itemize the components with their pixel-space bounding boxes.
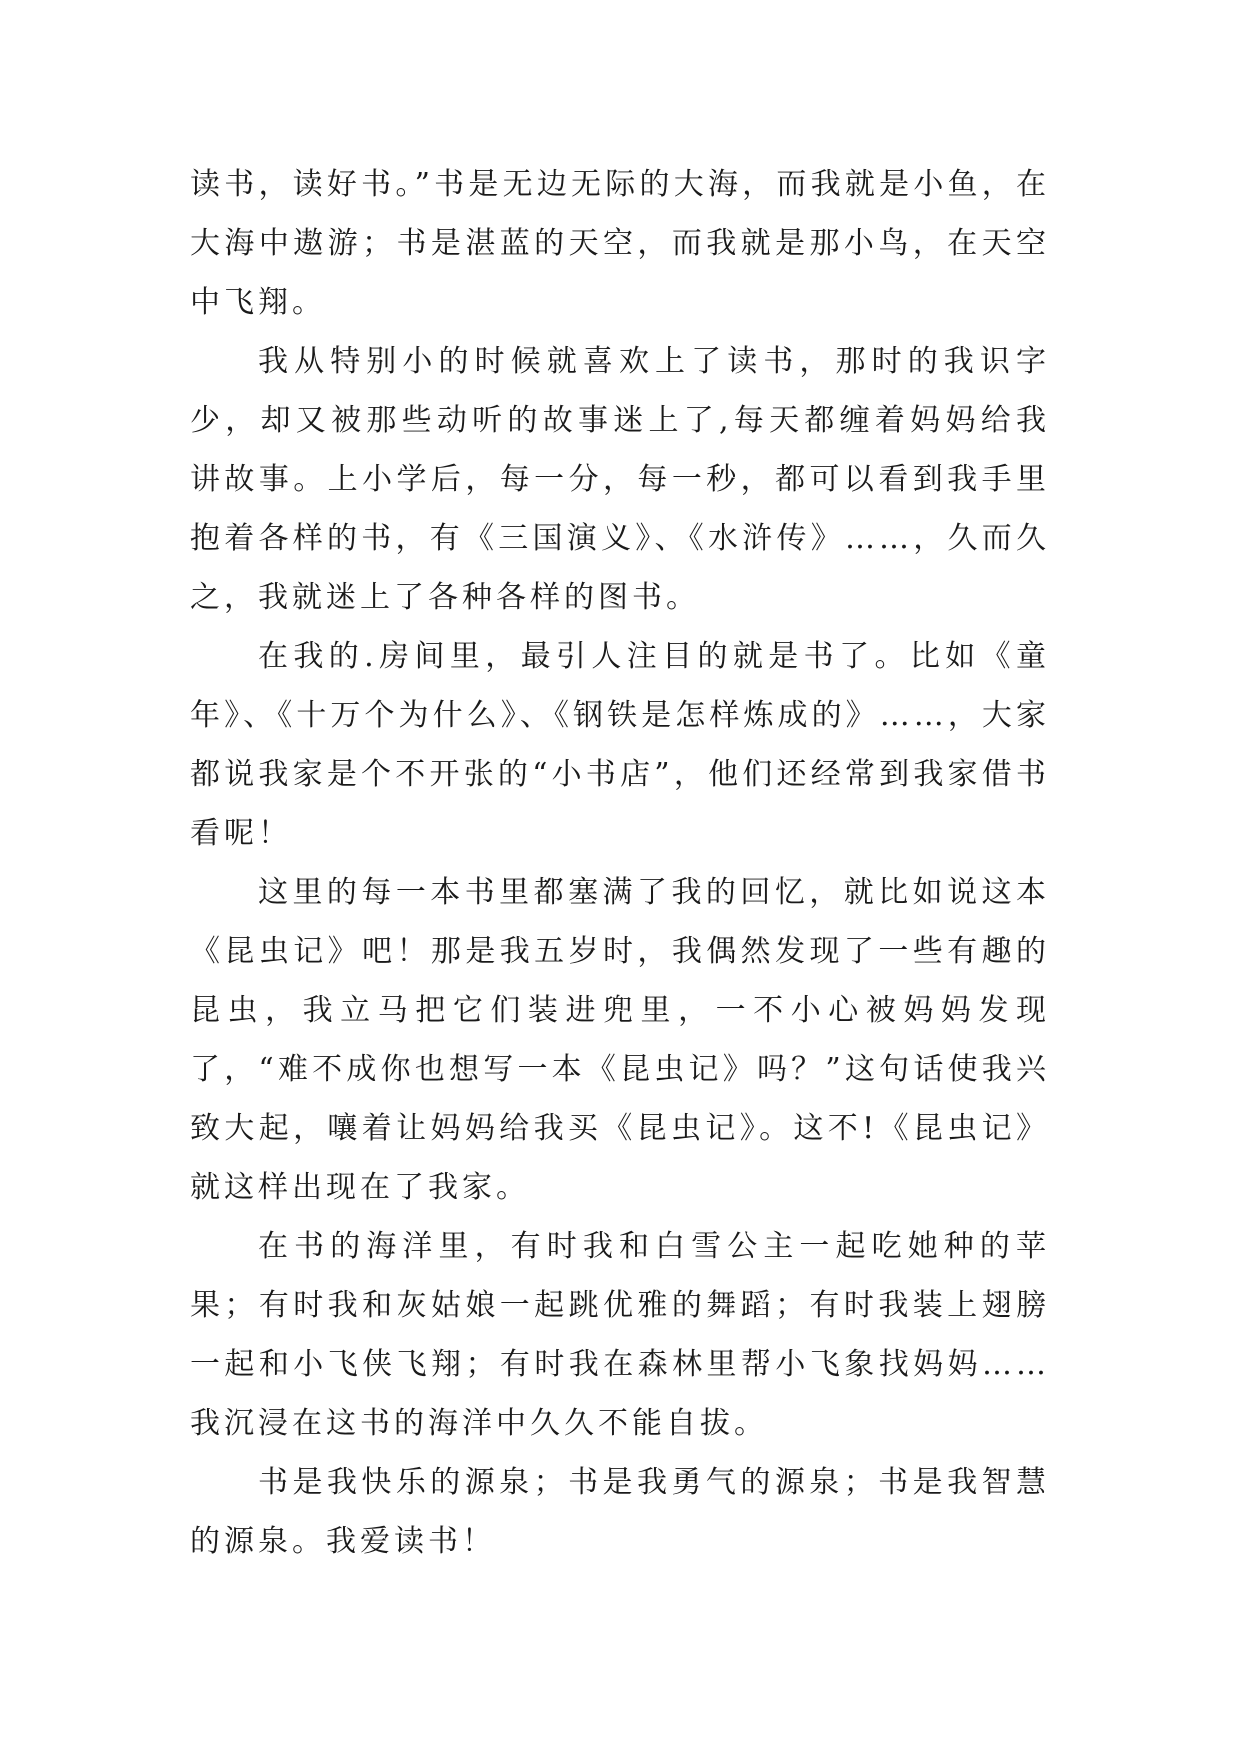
paragraph-continuation: 读书，读好书。”书是无边无际的大海，而我就是小鱼，在大海中遨游；书是湛蓝的天空，而我就是那小鸟，在天空中飞翔。 [190, 167, 1050, 320]
paragraph-childhood-reading: 我从特别小的时候就喜欢上了读书，那时的我识字少，却又被那些动听的故事迷上了,每天都缠着妈妈给我讲故事。上小学后，每一分，每一秒，都可以看到我手里抱着各样的书，有《三国演义》、《水浒传》……，久而久之，我就迷上了各种各样的图书。 [190, 344, 1050, 615]
document-body [190, 155, 1050, 1571]
paragraph-conclusion: 书是我快乐的源泉；书是我勇气的源泉；书是我智慧的源泉。我爱读书！ [190, 1465, 1050, 1559]
paragraph-room-books: 在我的.房间里，最引人注目的就是书了。比如《童年》、《十万个为什么》、《钢铁是怎样炼成的》……，大家都说我家是个不开张的“小书店”，他们还经常到我家借书看呢！ [190, 639, 1050, 851]
paragraph-ocean-of-books: 在书的海洋里，有时我和白雪公主一起吃她种的苹果；有时我和灰姑娘一起跳优雅的舞蹈；有时我装上翅膀一起和小飞侠飞翔；有时我在森林里帮小飞象找妈妈……我沉浸在这书的海洋中久久不能自拔。 [190, 1229, 1050, 1441]
paragraph-insect-book-memory: 这里的每一本书里都塞满了我的回忆，就比如说这本《昆虫记》吧！那是我五岁时，我偶然发现了一些有趣的昆虫，我立马把它们装进兜里，一不小心被妈妈发现了，“难不成你也想写一本《昆虫记》吗？”这句话使我兴致大起，嚷着让妈妈给我买《昆虫记》。这不!《昆虫记》就这样出现在了我家。 [190, 875, 1050, 1205]
